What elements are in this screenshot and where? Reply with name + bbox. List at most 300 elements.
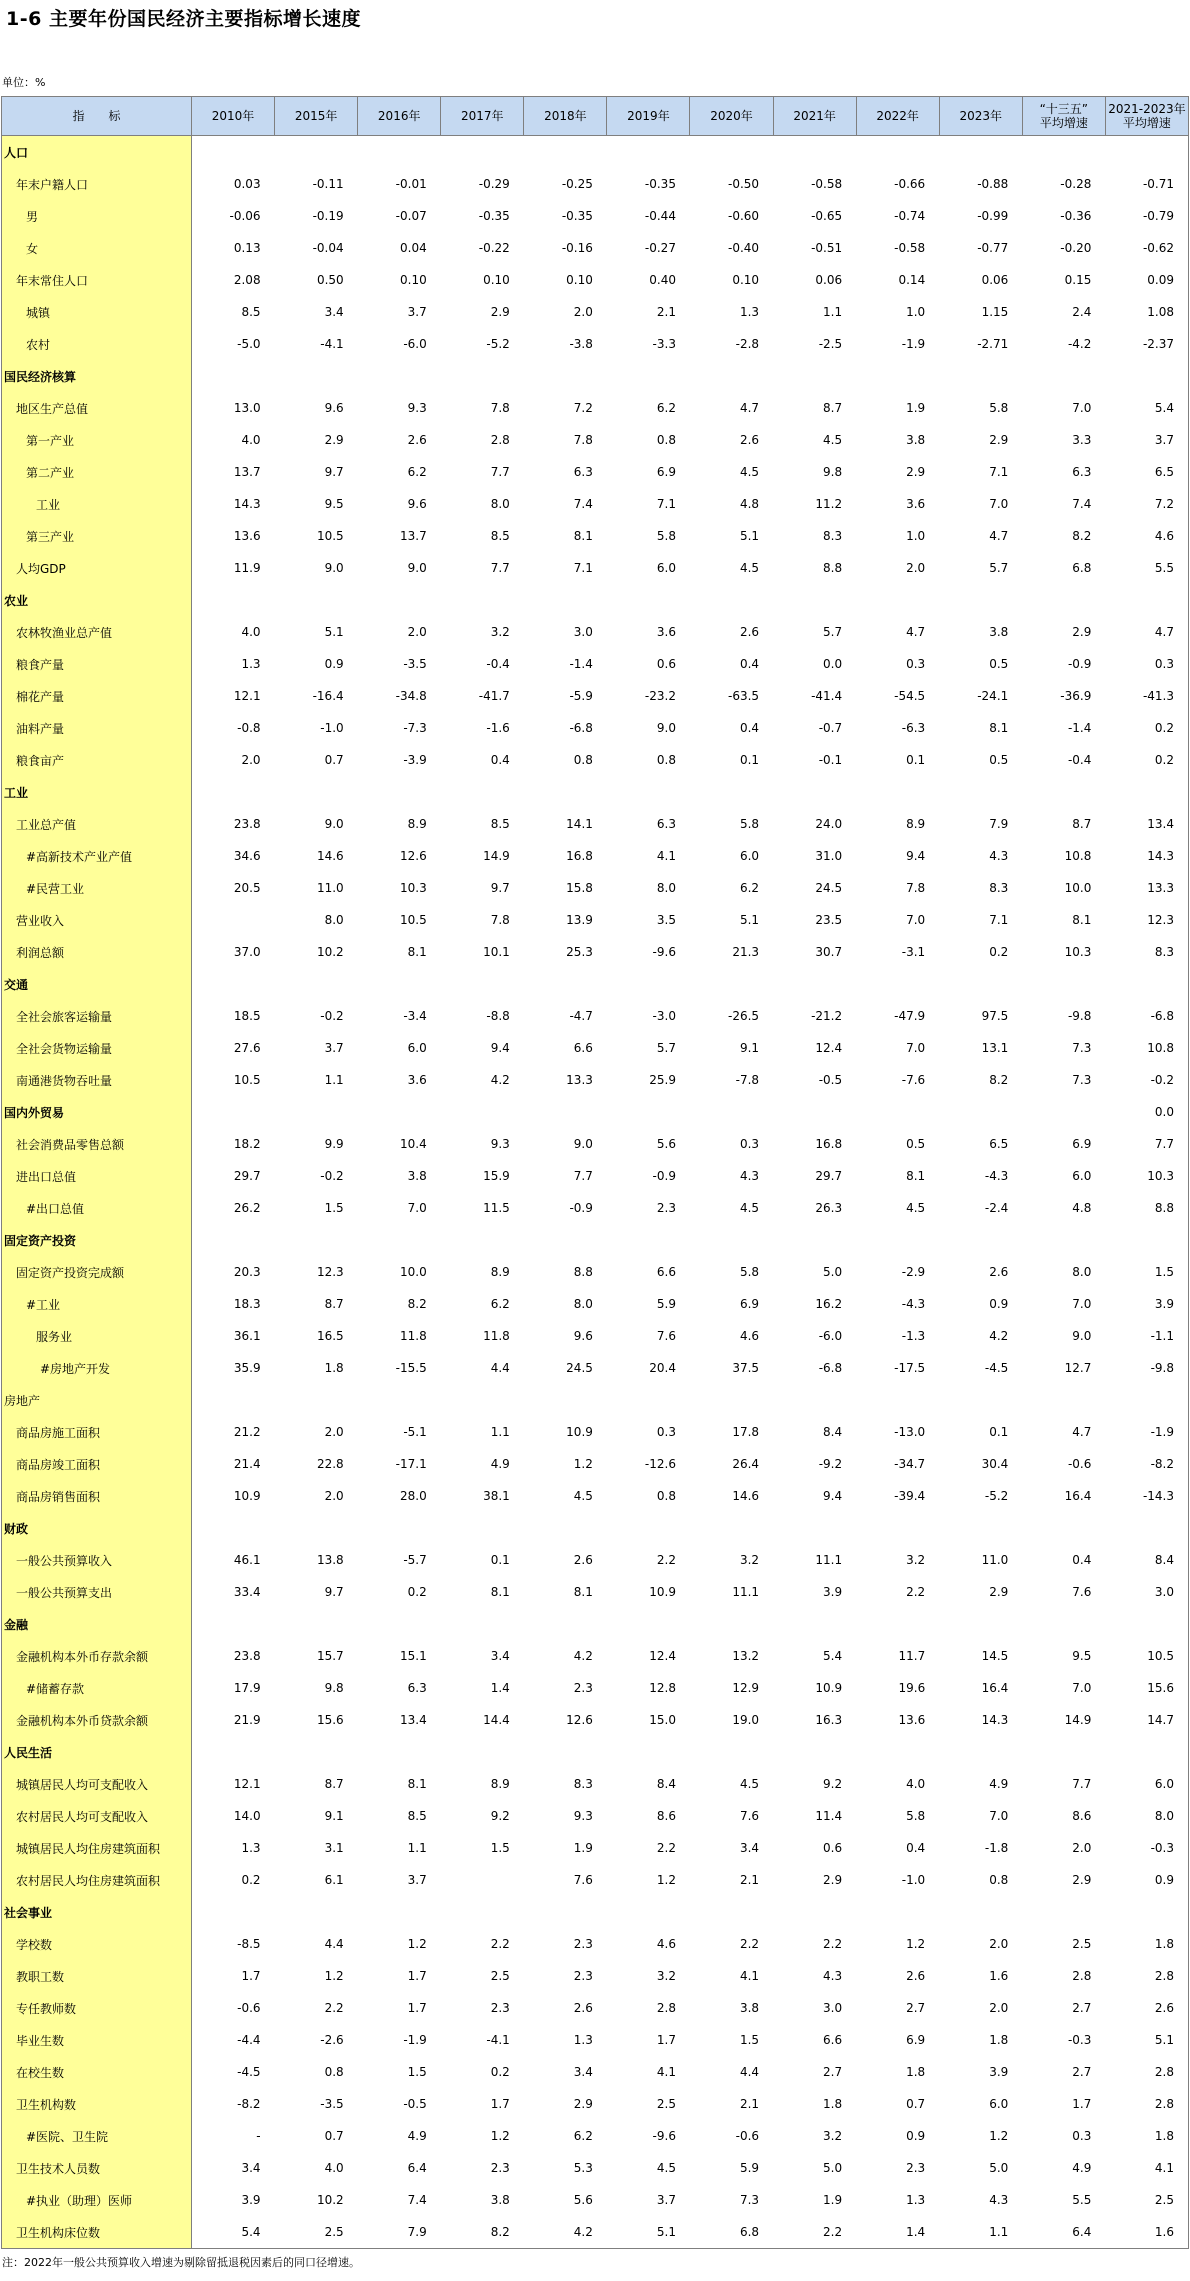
cell-value: 9.6 <box>407 497 427 511</box>
cell-value <box>939 360 1022 392</box>
table-row <box>2 1192 1189 1224</box>
cell-value: 14.1 <box>566 817 593 831</box>
cell-value <box>524 968 607 1000</box>
cell-value: 2.1 <box>656 305 676 319</box>
cell-value: 13.1 <box>981 1041 1009 1055</box>
cell-value: -4.5 <box>237 2065 261 2079</box>
table-row <box>2 2152 1189 2184</box>
row-label: 房地产 <box>2 1384 192 1416</box>
header-col: 2021-2023年 平均增速 <box>1105 97 1188 136</box>
cell-value: 0.7 <box>324 753 344 767</box>
cell-value: 10.8 <box>1105 1032 1188 1064</box>
cell-value: 6.0 <box>739 849 760 863</box>
row-label: 人口 <box>2 136 192 169</box>
cell-value: 0.10 <box>483 273 510 287</box>
cell-value: 6.6 <box>823 2033 843 2047</box>
cell-value: 1.1 <box>490 1425 510 1439</box>
cell-value: -3.0 <box>652 1009 676 1023</box>
cell-value: -6.0 <box>818 1329 843 1343</box>
cell-value: -2.37 <box>1105 328 1188 360</box>
cell-value: -36.9 <box>1060 689 1092 703</box>
cell-value: 0.50 <box>316 273 344 287</box>
cell-value: 2.0 <box>573 305 593 319</box>
row-label: 专任教师数 <box>2 1992 192 2024</box>
cell-value: 1.4 <box>856 2216 939 2249</box>
cell-value <box>524 1096 607 1128</box>
cell-value: -7.6 <box>901 1073 926 1087</box>
table-row <box>2 200 1189 232</box>
row-label: 农村 <box>2 328 192 360</box>
cell-value: 6.9 <box>906 2033 926 2047</box>
row-label: 农村居民人均可支配收入 <box>2 1800 192 1832</box>
cell-value: 0.3 <box>1105 648 1188 680</box>
cell-value: -0.58 <box>894 241 926 255</box>
cell-value: 6.0 <box>656 561 676 575</box>
cell-value: 1.0 <box>906 529 926 543</box>
cell-value: 0.2 <box>490 2065 510 2079</box>
cell-value: 2.0 <box>1072 1841 1092 1855</box>
cell-value <box>441 1736 524 1768</box>
cell-value <box>690 1384 773 1416</box>
cell-value: 4.5 <box>739 1201 760 1215</box>
cell-value <box>1105 1224 1188 1256</box>
cell-value: 8.6 <box>656 1809 676 1823</box>
cell-value: 3.8 <box>989 625 1009 639</box>
cell-value: 6.2 <box>573 2129 593 2143</box>
cell-value <box>358 1736 441 1768</box>
cell-value: 0.0 <box>823 657 843 671</box>
cell-value: 19.6 <box>898 1681 926 1695</box>
cell-value: 7.0 <box>906 1041 926 1055</box>
table-row <box>2 552 1189 584</box>
cell-value: 1.08 <box>1105 296 1188 328</box>
cell-value: 14.3 <box>981 1713 1009 1727</box>
cell-value: 0.8 <box>573 753 593 767</box>
cell-value: 7.0 <box>1072 401 1092 415</box>
section-row <box>2 584 1189 616</box>
cell-value <box>358 1512 441 1544</box>
row-label: #执业（助理）医师 <box>2 2184 192 2216</box>
cell-value: -8.8 <box>486 1009 510 1023</box>
cell-value: 2.1 <box>739 1873 760 1887</box>
cell-value: 8.9 <box>906 817 926 831</box>
row-label: #房地产开发 <box>2 1352 192 1384</box>
cell-value: 6.2 <box>656 401 676 415</box>
cell-value <box>275 584 358 616</box>
cell-value: 2.5 <box>1105 2184 1188 2216</box>
cell-value: 3.3 <box>1072 433 1092 447</box>
cell-value <box>192 1224 275 1256</box>
cell-value <box>607 1896 690 1928</box>
cell-value: 12.3 <box>316 1265 344 1279</box>
cell-value: 0.2 <box>241 1873 261 1887</box>
cell-value: 0.14 <box>898 273 926 287</box>
cell-value: 1.0 <box>906 305 926 319</box>
cell-value: 4.5 <box>823 433 843 447</box>
cell-value <box>441 1384 524 1416</box>
cell-value: -0.3 <box>1067 2033 1092 2047</box>
cell-value: 2.0 <box>989 2001 1009 2015</box>
cell-value <box>275 1224 358 1256</box>
table-row <box>2 1864 1189 1896</box>
cell-value: -3.3 <box>652 337 676 351</box>
cell-value: 6.2 <box>490 1297 510 1311</box>
row-label: 金融 <box>2 1608 192 1640</box>
cell-value <box>524 584 607 616</box>
cell-value: 2.9 <box>989 433 1009 447</box>
cell-value: 8.0 <box>656 881 676 895</box>
cell-value: -0.50 <box>727 177 760 191</box>
cell-value <box>192 776 275 808</box>
cell-value: 15.9 <box>483 1169 510 1183</box>
table-row <box>2 1320 1189 1352</box>
section-row <box>2 360 1189 392</box>
cell-value: -0.88 <box>977 177 1009 191</box>
cell-value: 2.8 <box>1072 1969 1092 1983</box>
cell-value: 8.9 <box>490 1777 510 1791</box>
cell-value: 1.3 <box>241 1841 261 1855</box>
cell-value: 7.4 <box>407 2193 427 2207</box>
cell-value: 12.4 <box>649 1649 676 1663</box>
cell-value: -0.4 <box>1067 753 1092 767</box>
cell-value: 4.3 <box>823 1969 843 1983</box>
table-row <box>2 1640 1189 1672</box>
cell-value: 2.6 <box>906 1969 926 1983</box>
cell-value <box>856 584 939 616</box>
cell-value <box>524 1736 607 1768</box>
cell-value <box>441 1896 524 1928</box>
cell-value: -0.7 <box>818 721 843 735</box>
table-row <box>2 2024 1189 2056</box>
cell-value <box>192 1608 275 1640</box>
cell-value: 1.4 <box>490 1681 510 1695</box>
cell-value: 14.9 <box>1064 1713 1092 1727</box>
cell-value: -1.9 <box>901 337 926 351</box>
cell-value: 3.7 <box>324 1041 344 1055</box>
cell-value: 1.5 <box>407 2065 427 2079</box>
row-label: 城镇居民人均可支配收入 <box>2 1768 192 1800</box>
cell-value: 0.04 <box>400 241 427 255</box>
cell-value: 7.3 <box>739 2193 760 2207</box>
cell-value <box>690 1096 773 1128</box>
cell-value: -0.35 <box>478 209 510 223</box>
row-label: 男 <box>2 200 192 232</box>
row-label: 全社会货物运输量 <box>2 1032 192 1064</box>
cell-value: -9.8 <box>1067 1009 1092 1023</box>
cell-value <box>856 136 939 169</box>
cell-value: 10.9 <box>566 1425 593 1439</box>
cell-value <box>1022 584 1105 616</box>
cell-value <box>441 136 524 169</box>
cell-value: 9.2 <box>490 1809 510 1823</box>
cell-value <box>358 136 441 169</box>
cell-value: 2.6 <box>989 1265 1009 1279</box>
cell-value <box>690 1736 773 1768</box>
cell-value: 3.2 <box>656 1969 676 1983</box>
cell-value: 23.8 <box>233 1649 261 1663</box>
cell-value: 4.9 <box>1072 2161 1092 2175</box>
cell-value <box>1105 968 1188 1000</box>
cell-value: 0.03 <box>233 177 261 191</box>
row-label: 商品房竣工面积 <box>2 1448 192 1480</box>
cell-value: 8.7 <box>1072 817 1092 831</box>
row-label: 农业 <box>2 584 192 616</box>
cell-value: 6.3 <box>573 465 593 479</box>
cell-value: 8.1 <box>989 721 1009 735</box>
cell-value <box>690 1512 773 1544</box>
cell-value: 4.7 <box>989 529 1009 543</box>
cell-value: -0.60 <box>727 209 760 223</box>
table-row <box>2 1032 1189 1064</box>
cell-value: 11.8 <box>400 1329 427 1343</box>
cell-value: -4.1 <box>320 337 344 351</box>
cell-value: 8.2 <box>441 2216 524 2249</box>
cell-value: 9.2 <box>823 1777 843 1791</box>
cell-value: 1.2 <box>573 1457 593 1471</box>
cell-value: 9.0 <box>656 721 676 735</box>
cell-value: 5.8 <box>739 1265 760 1279</box>
cell-value <box>358 1608 441 1640</box>
cell-value: 4.5 <box>739 561 760 575</box>
table-row <box>2 1064 1189 1096</box>
cell-value: 4.5 <box>739 1777 760 1791</box>
cell-value: 0.3 <box>739 1137 760 1151</box>
cell-value: 1.5 <box>739 2033 760 2047</box>
cell-value: 10.8 <box>1064 849 1092 863</box>
cell-value: -1.0 <box>320 721 344 735</box>
cell-value: 7.7 <box>1072 1777 1092 1791</box>
cell-value: 15.1 <box>400 1649 427 1663</box>
cell-value: 1.2 <box>324 1969 344 1983</box>
cell-value: 12.3 <box>1105 904 1188 936</box>
cell-value: -0.79 <box>1105 200 1188 232</box>
cell-value: 5.9 <box>739 2161 760 2175</box>
cell-value: 4.4 <box>490 1361 510 1375</box>
cell-value: 2.8 <box>1105 2088 1188 2120</box>
cell-value: 3.4 <box>490 1649 510 1663</box>
cell-value <box>192 1896 275 1928</box>
cell-value: -0.2 <box>320 1009 344 1023</box>
cell-value: 6.6 <box>573 1041 593 1055</box>
cell-value: 2.1 <box>739 2097 760 2111</box>
cell-value <box>1022 1096 1105 1128</box>
cell-value: 1.2 <box>656 1873 676 1887</box>
table-row <box>2 1000 1189 1032</box>
table-row <box>2 392 1189 424</box>
cell-value: -4.7 <box>569 1009 593 1023</box>
cell-value: 17.9 <box>233 1681 261 1695</box>
cell-value: 0.8 <box>656 753 676 767</box>
cell-value: 2.6 <box>573 2001 593 2015</box>
cell-value: 1.6 <box>1105 2216 1188 2249</box>
cell-value: 9.0 <box>324 817 344 831</box>
cell-value: 3.5 <box>656 913 676 927</box>
cell-value: 0.1 <box>906 753 926 767</box>
cell-value: 0.5 <box>906 1137 926 1151</box>
cell-value <box>275 1512 358 1544</box>
cell-value: 2.6 <box>739 625 760 639</box>
cell-value: 9.6 <box>324 401 344 415</box>
cell-value: 2.9 <box>490 305 510 319</box>
cell-value: 97.5 <box>981 1009 1009 1023</box>
cell-value: 0.09 <box>1105 264 1188 296</box>
row-label: 农村居民人均住房建筑面积 <box>2 1864 192 1896</box>
cell-value: 10.9 <box>815 1681 843 1695</box>
cell-value <box>607 1608 690 1640</box>
cell-value: 2.2 <box>739 1937 760 1951</box>
cell-value: -0.9 <box>1067 657 1092 671</box>
table-row <box>2 1672 1189 1704</box>
cell-value: -1.1 <box>1105 1320 1188 1352</box>
cell-value: 3.8 <box>490 2193 510 2207</box>
cell-value: 12.1 <box>233 1777 261 1791</box>
table-row <box>2 712 1189 744</box>
section-row <box>2 1512 1189 1544</box>
cell-value <box>856 968 939 1000</box>
cell-value: 3.1 <box>324 1841 344 1855</box>
cell-value: 2.08 <box>233 273 261 287</box>
cell-value <box>192 1512 275 1544</box>
table-row <box>2 808 1189 840</box>
cell-value <box>1105 776 1188 808</box>
cell-value: 16.4 <box>981 1681 1009 1695</box>
cell-value: 3.4 <box>324 305 344 319</box>
row-label: 卫生技术人员数 <box>2 2152 192 2184</box>
cell-value: 9.0 <box>407 561 427 575</box>
cell-value: 5.1 <box>739 529 760 543</box>
row-label: 人均GDP <box>2 552 192 584</box>
cell-value: 1.3 <box>739 305 760 319</box>
cell-value: -1.6 <box>486 721 510 735</box>
cell-value: 7.7 <box>1105 1128 1188 1160</box>
cell-value: 4.9 <box>407 2129 427 2143</box>
cell-value: -0.6 <box>237 2001 261 2015</box>
cell-value: 1.8 <box>1105 1928 1188 1960</box>
cell-value: 10.2 <box>316 945 344 959</box>
cell-value: 9.0 <box>1072 1329 1092 1343</box>
cell-value: 1.3 <box>906 2193 926 2207</box>
cell-value: 8.5 <box>241 305 261 319</box>
cell-value: 5.0 <box>823 2161 843 2175</box>
cell-value: 1.8 <box>906 2065 926 2079</box>
cell-value: 7.0 <box>989 1809 1009 1823</box>
cell-value: 18.3 <box>233 1297 261 1311</box>
cell-value <box>607 968 690 1000</box>
cell-value <box>192 904 275 936</box>
cell-value <box>939 1512 1022 1544</box>
cell-value: -17.5 <box>894 1361 926 1375</box>
cell-value: 9.5 <box>324 497 344 511</box>
cell-value: 6.3 <box>1072 465 1092 479</box>
cell-value: 11.1 <box>732 1585 760 1599</box>
cell-value: -0.5 <box>403 2097 427 2111</box>
cell-value <box>275 968 358 1000</box>
cell-value: 5.6 <box>573 2193 593 2207</box>
section-row <box>2 968 1189 1000</box>
cell-value: -6.8 <box>569 721 593 735</box>
cell-value <box>856 1512 939 1544</box>
cell-value <box>1022 1224 1105 1256</box>
cell-value: 1.7 <box>407 1969 427 1983</box>
cell-value: 1.5 <box>1105 1256 1188 1288</box>
cell-value: 6.4 <box>407 2161 427 2175</box>
cell-value: -0.65 <box>811 209 843 223</box>
cell-value: 26.4 <box>732 1457 760 1471</box>
cell-value <box>607 136 690 169</box>
cell-value: 2.2 <box>324 2001 344 2015</box>
cell-value: 5.5 <box>1105 552 1188 584</box>
cell-value: 8.2 <box>1072 529 1092 543</box>
cell-value: -6.8 <box>818 1361 843 1375</box>
indicator-table <box>1 96 1189 2249</box>
cell-value: -5.2 <box>486 337 510 351</box>
cell-value: 6.3 <box>407 1681 427 1695</box>
cell-value: 20.5 <box>233 881 261 895</box>
cell-value: 11.4 <box>815 1809 843 1823</box>
section-row <box>2 1736 1189 1768</box>
cell-value: 12.1 <box>233 689 261 703</box>
cell-value: 9.4 <box>490 1041 510 1055</box>
cell-value: 2.0 <box>324 1489 344 1503</box>
cell-value: 10.5 <box>1105 1640 1188 1672</box>
cell-value: 36.1 <box>233 1329 261 1343</box>
cell-value: 2.3 <box>656 1201 676 1215</box>
cell-value <box>441 360 524 392</box>
cell-value: 10.3 <box>400 881 427 895</box>
cell-value: -4.3 <box>984 1169 1009 1183</box>
cell-value <box>358 776 441 808</box>
cell-value: -63.5 <box>727 689 760 703</box>
cell-value <box>939 776 1022 808</box>
cell-value: 1.2 <box>989 2129 1009 2143</box>
cell-value: 5.9 <box>656 1297 676 1311</box>
cell-value: 14.6 <box>732 1489 760 1503</box>
cell-value: 23.8 <box>233 817 261 831</box>
cell-value: -41.3 <box>1105 680 1188 712</box>
cell-value: 8.0 <box>490 497 510 511</box>
cell-value: -0.29 <box>478 177 510 191</box>
cell-value: 3.0 <box>823 2001 843 2015</box>
cell-value: -9.6 <box>652 2129 676 2143</box>
cell-value: 3.4 <box>573 2065 593 2079</box>
cell-value: 11.7 <box>898 1649 926 1663</box>
cell-value: 1.7 <box>490 2097 510 2111</box>
cell-value: 8.1 <box>573 1585 593 1599</box>
row-label: 国民经济核算 <box>2 360 192 392</box>
cell-value: 7.6 <box>656 1329 676 1343</box>
cell-value <box>275 776 358 808</box>
cell-value: 4.5 <box>573 1489 593 1503</box>
row-label: 固定资产投资 <box>2 1224 192 1256</box>
cell-value <box>607 1224 690 1256</box>
cell-value: 1.7 <box>241 1969 261 1983</box>
cell-value: 16.8 <box>815 1137 843 1151</box>
cell-value: 6.3 <box>656 817 676 831</box>
cell-value: 7.6 <box>1072 1585 1092 1599</box>
table-row <box>2 2056 1189 2088</box>
cell-value: 3.8 <box>906 433 926 447</box>
cell-value: 0.4 <box>1072 1553 1092 1567</box>
cell-value <box>192 360 275 392</box>
cell-value <box>773 968 856 1000</box>
cell-value: 7.1 <box>656 497 676 511</box>
cell-value: 8.3 <box>989 881 1009 895</box>
cell-value: 2.2 <box>773 2216 856 2249</box>
table-row <box>2 488 1189 520</box>
cell-value: -0.44 <box>644 209 676 223</box>
cell-value <box>441 584 524 616</box>
cell-value: 14.5 <box>981 1649 1009 1663</box>
